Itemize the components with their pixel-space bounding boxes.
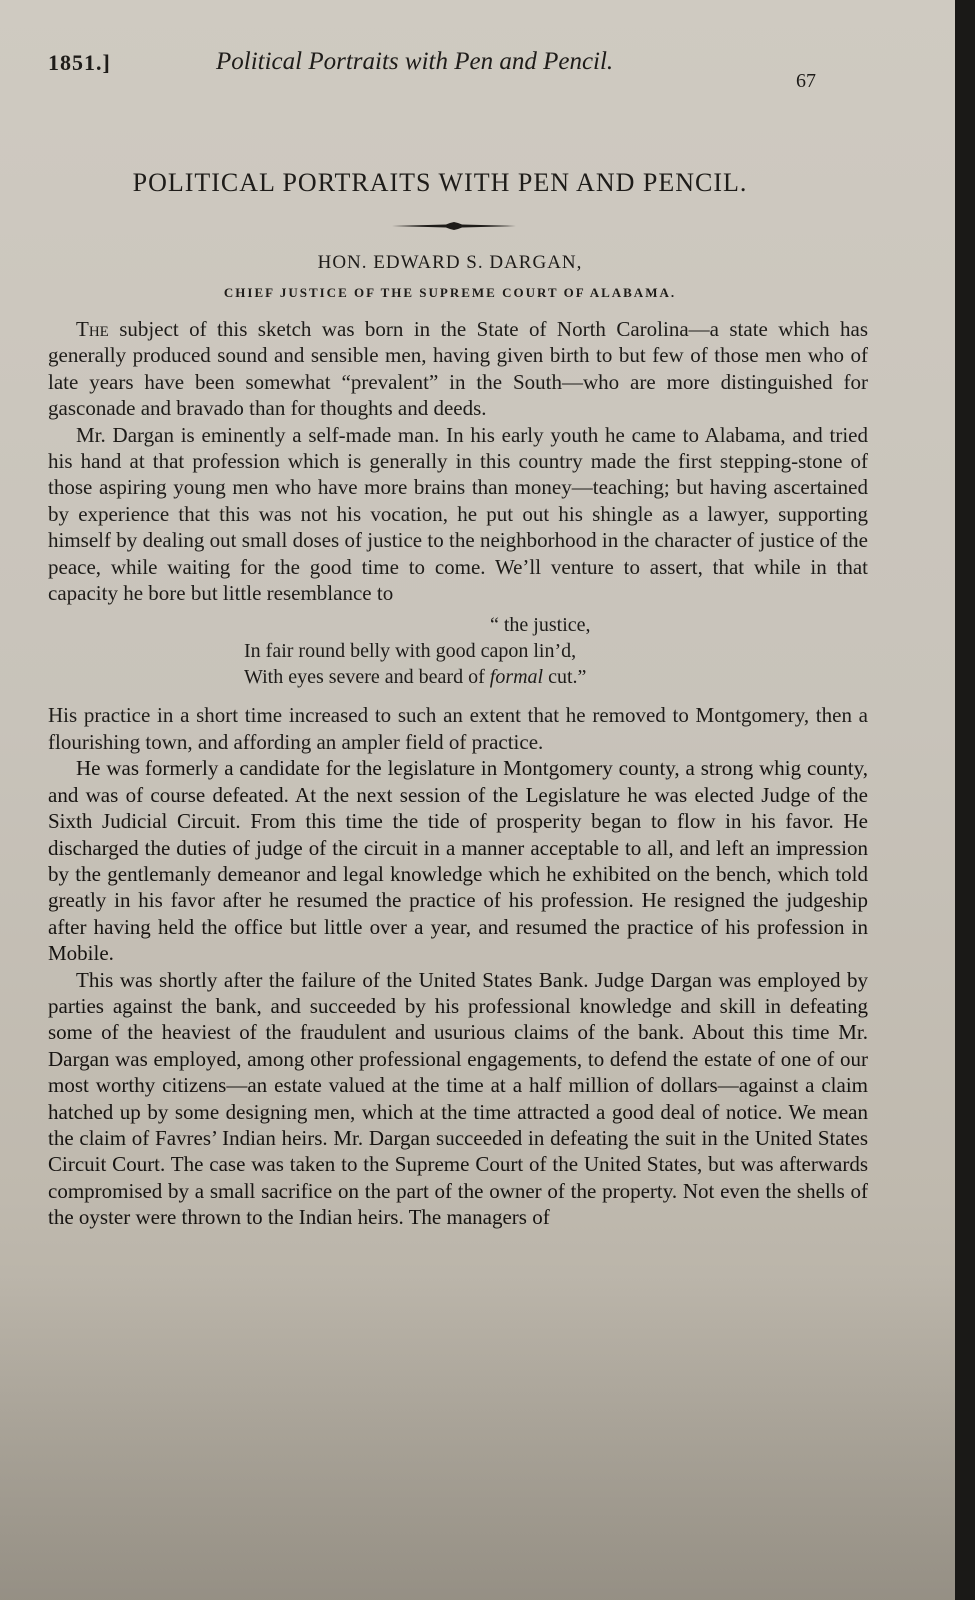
paragraph-1 [48,316,868,422]
header-year: 1851.] [48,50,111,75]
article-title: POLITICAL PORTRAITS WITH PEN AND PENCIL. [132,168,748,197]
verse-line-3-end: cut.” [543,666,587,689]
verse-quotation [244,612,868,690]
verse-line-3-start: With eyes severe and beard of [244,666,490,689]
article-body [48,316,868,1231]
paragraph-5: This was shortly after the failure of the United States Bank. Judge Dargan was employed by parties against the bank, and succeeded by his professional knowledge and skill in defeating some of the heaviest of the fraudulent and usurious claims of the bank. About this time Mr. Dargan was employed, among other professional engagements, to defend the estate of one of our most worthy citizens—an estate valued at the time at a half million of dollars—against a claim hatched up by some designing men, which at the time attracted a good deal of notice. We mean the claim of Favres’ Indian heirs. Mr. Dargan succeeded in defeating the suit in the United States Circuit Court. The case was taken to the Supreme Court of the United States, but was afterwards compromised by a small sacrifice on the part of the owner of the property. Not even the shells of the oyster were thrown to the Indian heirs. The managers of [48,967,868,1230]
page-header [48,44,828,94]
page-shadow [0,1280,955,1600]
page-number: 67 [796,70,816,92]
paragraph-3: His practice in a short time increased to such an extent that he removed to Montgomery, then a flourishing town, and affording an ampler field of practice. [48,703,868,754]
subject-office: CHIEF JUSTICE OF THE SUPREME COURT OF ALABAMA. [223,285,677,300]
paragraph-1-lead: The [76,317,109,341]
subject-name: HON. EDWARD S. DARGAN, [317,252,583,273]
ornament-divider-icon [390,218,518,234]
paragraph-4: He was formerly a candidate for the legislature in Montgomery county, a strong whig county, and was of course defeated. At the next session of the Legislature he was elected Judge of the Sixth Judicial Circuit. From this time the tide of prosperity began to flow in his favor. He discharged the duties of judge of the circuit in a manner acceptable to all, and left an impression by the gentlemanly demeanor and legal knowledge which he exhibited on the bench, which told greatly in his favor after he resumed the practice of his profession. He resigned the judgeship after having held the office but little over a year, and resumed the practice of his profession in Mobile. [48,756,868,966]
running-title: Political Portraits with Pen and Pencil. [216,48,614,75]
verse-line-3 [244,664,868,690]
paragraph-2: Mr. Dargan is eminently a self-made man. In his early youth he came to Alabama, and tried his hand at that profession which is generally in this country made the first stepping-stone of those aspiring young men who have more brains than money—teaching; but having ascertained by experience that this was not his vocation, he put out his shingle as a lawyer, supporting himself by dealing out small doses of justice to the neighborhood in the character of justice of the peace, while waiting for the good time to come. We’ll venture to assert, that while in that capacity he bore but little resemblance to [48,422,868,606]
verse-line-2: In fair round belly with good capon lin’d, [244,640,577,663]
paragraph-1-text: subject of this sketch was born in the State of North Carolina—a state which has generally produced sound and sensible men, having given birth to but few of those men who of late years have been somewhat “prevalent” in the South—who are more distinguished for gasconade and bravado than for thoughts and deeds. [48,317,868,421]
verse-line-3-italic: formal [489,666,544,689]
verse-line-1: “ the justice, [490,614,591,637]
